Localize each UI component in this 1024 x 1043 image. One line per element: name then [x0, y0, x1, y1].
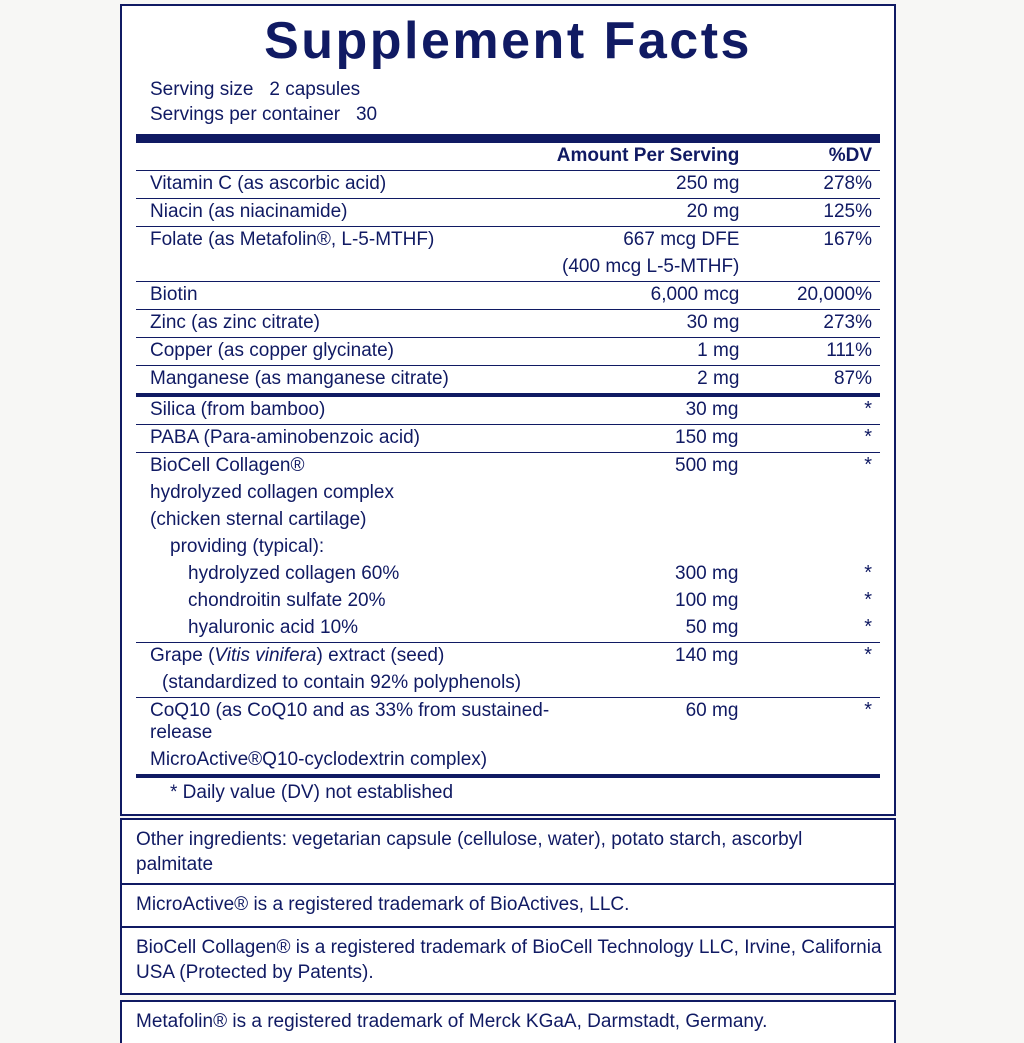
- nutrient-name: PABA (Para-aminobenzoic acid): [136, 424, 568, 452]
- nutrient-dv-sub: *: [864, 561, 872, 584]
- nutrient-name: Grape (Vitis vinifera) extract (seed): [150, 644, 445, 666]
- nutrient-amount: 60 mg: [685, 699, 739, 721]
- other-ingredients-box: [120, 818, 896, 885]
- nutrient-amount: 6,000 mcg: [557, 281, 770, 309]
- other-nutrients-table: [136, 397, 880, 774]
- header-blank: [136, 143, 557, 171]
- nutrient-dv-continued: [768, 507, 880, 534]
- nutrient-amount-blank: [568, 534, 769, 561]
- nutrient-name: Niacin (as niacinamide): [136, 198, 557, 226]
- serving-size-value: 2 capsules: [269, 78, 361, 100]
- nutrient-amount-continued: (400 mcg L-5-MTHF): [557, 254, 770, 282]
- nutrient-amount-continued: [568, 670, 769, 698]
- nutrition-table: [136, 143, 880, 393]
- table-row: [136, 452, 880, 480]
- nutrient-name: Silica (from bamboo): [136, 397, 568, 425]
- nutrient-dv: 278%: [769, 170, 880, 198]
- nutrient-dv-blank: [768, 534, 880, 561]
- nutrient-name-sub: hydrolyzed collagen 60%: [188, 562, 400, 584]
- nutrient-amount: 20 mg: [557, 198, 770, 226]
- table-row: [136, 309, 880, 337]
- nutrient-amount-continued: [568, 507, 769, 534]
- table-header-row: [136, 143, 880, 171]
- trademark-box-microactive: [120, 883, 896, 928]
- nutrient-subheading: providing (typical):: [170, 535, 325, 557]
- serving-size-line: [150, 77, 880, 103]
- nutrient-name: Biotin: [136, 281, 557, 309]
- nutrient-name: BioCell Collagen®: [150, 454, 305, 476]
- nutrient-dv: *: [864, 453, 872, 476]
- trademark-box-metafolin: [120, 1000, 896, 1043]
- servings-per-container-label: Servings per container: [150, 104, 341, 126]
- nutrient-dv: *: [864, 643, 872, 666]
- table-row-continuation: [136, 670, 880, 698]
- nutrient-dv: 87%: [833, 367, 872, 389]
- table-row: [136, 337, 880, 365]
- supplement-facts-panel: [120, 4, 896, 816]
- table-row: [136, 397, 880, 425]
- table-row: [136, 365, 880, 393]
- nutrient-amount: 150 mg: [568, 424, 769, 452]
- nutrient-dv: 273%: [769, 309, 880, 337]
- daily-value-footnote: * Daily value (DV) not established: [170, 781, 454, 803]
- serving-size-label: Serving size: [150, 78, 254, 100]
- table-row: [136, 424, 880, 452]
- trademark-text: Metafolin® is a registered trademark of Merck KGaA, Darmstadt, Germany.: [136, 1011, 768, 1032]
- header-amount-per-serving: Amount Per Serving: [557, 143, 770, 171]
- table-row-continuation: [136, 254, 880, 282]
- nutrient-dv: 20,000%: [769, 281, 880, 309]
- trademark-text: MicroActive® is a registered trademark of BioActives, LLC.: [136, 894, 630, 915]
- nutrient-amount-continued: [568, 480, 769, 507]
- servings-per-container-value: 30: [355, 104, 378, 126]
- table-row: [136, 281, 880, 309]
- table-row-sub: [136, 615, 880, 643]
- nutrient-dv: 125%: [769, 198, 880, 226]
- table-row: [136, 226, 880, 254]
- nutrient-amount-sub: 100 mg: [675, 589, 739, 611]
- table-row-continuation: [136, 507, 880, 534]
- table-row: [136, 198, 880, 226]
- nutrient-dv: *: [864, 698, 872, 721]
- nutrient-name-sub: chondroitin sulfate 20%: [188, 589, 386, 611]
- other-ingredients-text: Other ingredients: vegetarian capsule (cellulose, water), potato starch, ascorbyl palmitate: [136, 829, 803, 875]
- nutrient-name: Zinc (as zinc citrate): [136, 309, 557, 337]
- table-row-continuation: [136, 747, 880, 774]
- nutrient-amount-sub: 300 mg: [675, 562, 739, 584]
- nutrient-amount: 140 mg: [675, 644, 739, 666]
- nutrient-amount-sub: 50 mg: [568, 615, 769, 643]
- table-row-sub: [136, 561, 880, 588]
- nutrient-amount: 1 mg: [557, 337, 770, 365]
- header-percent-dv: %DV: [769, 143, 880, 171]
- nutrient-name-continued: [136, 254, 557, 282]
- nutrient-amount: 667 mcg DFE: [623, 228, 740, 250]
- table-row-sub: [136, 588, 880, 615]
- nutrient-name-continued: (chicken sternal cartilage): [150, 508, 367, 530]
- nutrient-dv-continued: [769, 254, 880, 282]
- table-row-continuation: [136, 480, 880, 507]
- nutrient-dv-continued: [768, 480, 880, 507]
- trademark-text: BioCell Collagen® is a registered trademark of BioCell Technology LLC, Irvine, California USA (Protected by Patents).: [136, 937, 882, 983]
- nutrient-name: CoQ10 (as CoQ10 and as 33% from sustained-release: [150, 699, 550, 743]
- nutrient-dv: 111%: [769, 337, 880, 365]
- nutrient-amount: 30 mg: [568, 397, 769, 425]
- nutrient-dv: *: [768, 424, 880, 452]
- table-row: [136, 642, 880, 670]
- nutrient-name-continued: MicroActive®Q10-cyclodextrin complex): [150, 748, 488, 770]
- divider-thick-top: [136, 134, 880, 143]
- nutrient-name-continued: (standardized to contain 92% polyphenols): [136, 670, 568, 698]
- nutrient-name: Vitamin C (as ascorbic acid): [136, 170, 557, 198]
- trademark-box-biocell: [120, 926, 896, 995]
- nutrient-dv-continued: [768, 747, 880, 774]
- nutrient-amount: 500 mg: [675, 454, 739, 476]
- nutrient-amount: 30 mg: [557, 309, 770, 337]
- nutrient-name-continued: hydrolyzed collagen complex: [150, 481, 394, 503]
- nutrient-amount: 250 mg: [557, 170, 770, 198]
- serving-info: [136, 77, 880, 128]
- nutrient-dv-sub: *: [768, 615, 880, 643]
- nutrient-dv: 167%: [823, 228, 872, 250]
- nutrient-name: Copper (as copper glycinate): [136, 337, 557, 365]
- nutrient-name-sub: hyaluronic acid 10%: [136, 615, 568, 643]
- nutrient-amount-continued: [568, 747, 769, 774]
- table-row: [136, 697, 880, 747]
- nutrient-amount: 2 mg: [697, 367, 740, 389]
- nutrient-name: Folate (as Metafolin®, L-5-MTHF): [150, 228, 435, 250]
- nutrient-dv: *: [768, 397, 880, 425]
- nutrient-dv-sub: *: [864, 588, 872, 611]
- botanical-name: Vitis vinifera: [214, 644, 317, 666]
- table-row-subheading: [136, 534, 880, 561]
- servings-per-container-line: [150, 102, 880, 128]
- table-row: [136, 170, 880, 198]
- nutrient-name: Manganese (as manganese citrate): [150, 367, 449, 389]
- page-title: Supplement Facts: [264, 12, 752, 70]
- nutrient-dv-continued: [768, 670, 880, 698]
